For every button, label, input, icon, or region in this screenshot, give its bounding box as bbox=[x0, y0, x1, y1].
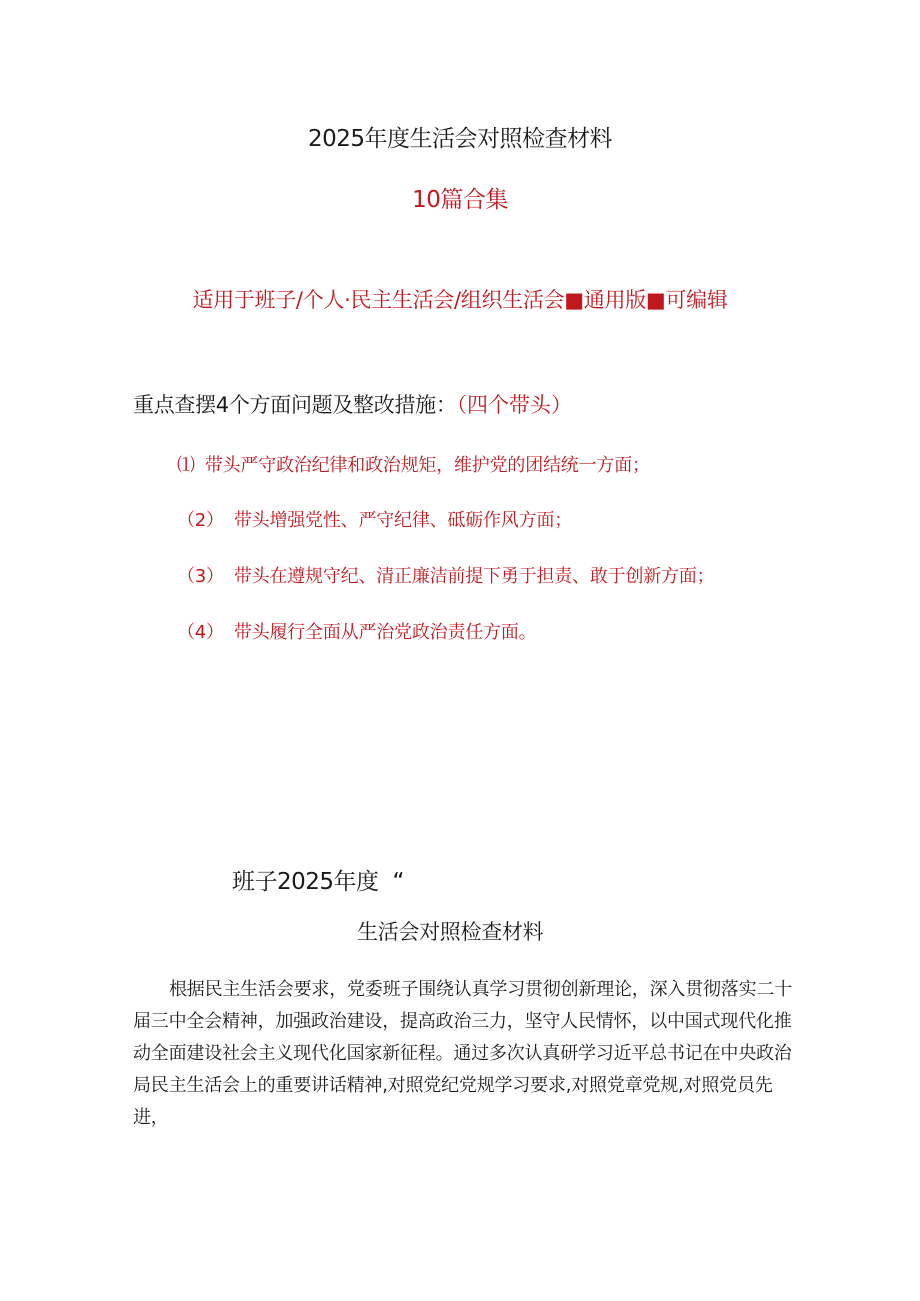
body-paragraph: 根据民主生活会要求，党委班子围绕认真学习贯彻创新理论，深入贯彻落实二十届三中全会精神，加强政治建设，提高政治三力，坚守人民情怀，以中国式现代化推动全面建设社会主义现代化国家新征程。通过多次认真研学习近平总书记在中央政治局民主生活会上的重要讲话精神,对照党纪党规学习要求,对照党章党规,对照党员先进， bbox=[133, 979, 792, 1128]
focus-item bbox=[177, 506, 572, 532]
focus-heading bbox=[133, 389, 572, 419]
focus-item-text: 带头增强党性、严守纪律、砥砺作风方面； bbox=[233, 510, 573, 531]
focus-item-number: （3） bbox=[177, 566, 224, 587]
applicability-note: 适用于班子/个人·民主生活会/组织生活会■通用版■可编辑 bbox=[192, 288, 728, 312]
focus-item bbox=[177, 451, 650, 477]
focus-item-text: 带头严守政治纪律和政治规矩，维护党的团结统一方面； bbox=[204, 455, 650, 476]
focus-heading-text: 重点查摆4个方面问题及整改措施： bbox=[133, 393, 457, 417]
focus-item-number: （4） bbox=[177, 622, 224, 643]
section-title-quote: “ bbox=[392, 869, 404, 895]
document-title: 2025年度生活会对照检查材料 bbox=[307, 126, 613, 152]
section-title bbox=[232, 863, 404, 896]
focus-item-text: 带头在遵规守纪、清正廉洁前提下勇于担责、敢于创新方面； bbox=[233, 566, 715, 587]
focus-item-number: ⑴ bbox=[177, 455, 195, 476]
document-subtitle: 10篇合集 bbox=[412, 187, 508, 213]
focus-item bbox=[177, 618, 536, 644]
section-title-text: 班子2025年度 bbox=[232, 869, 379, 895]
section-subtitle: 生活会对照检查材料 bbox=[357, 920, 544, 944]
focus-item-text: 带头履行全面从严治党政治责任方面。 bbox=[233, 622, 537, 643]
focus-item-number: （2） bbox=[177, 510, 224, 531]
focus-item bbox=[177, 562, 714, 588]
focus-heading-note: （四个带头） bbox=[456, 393, 573, 417]
